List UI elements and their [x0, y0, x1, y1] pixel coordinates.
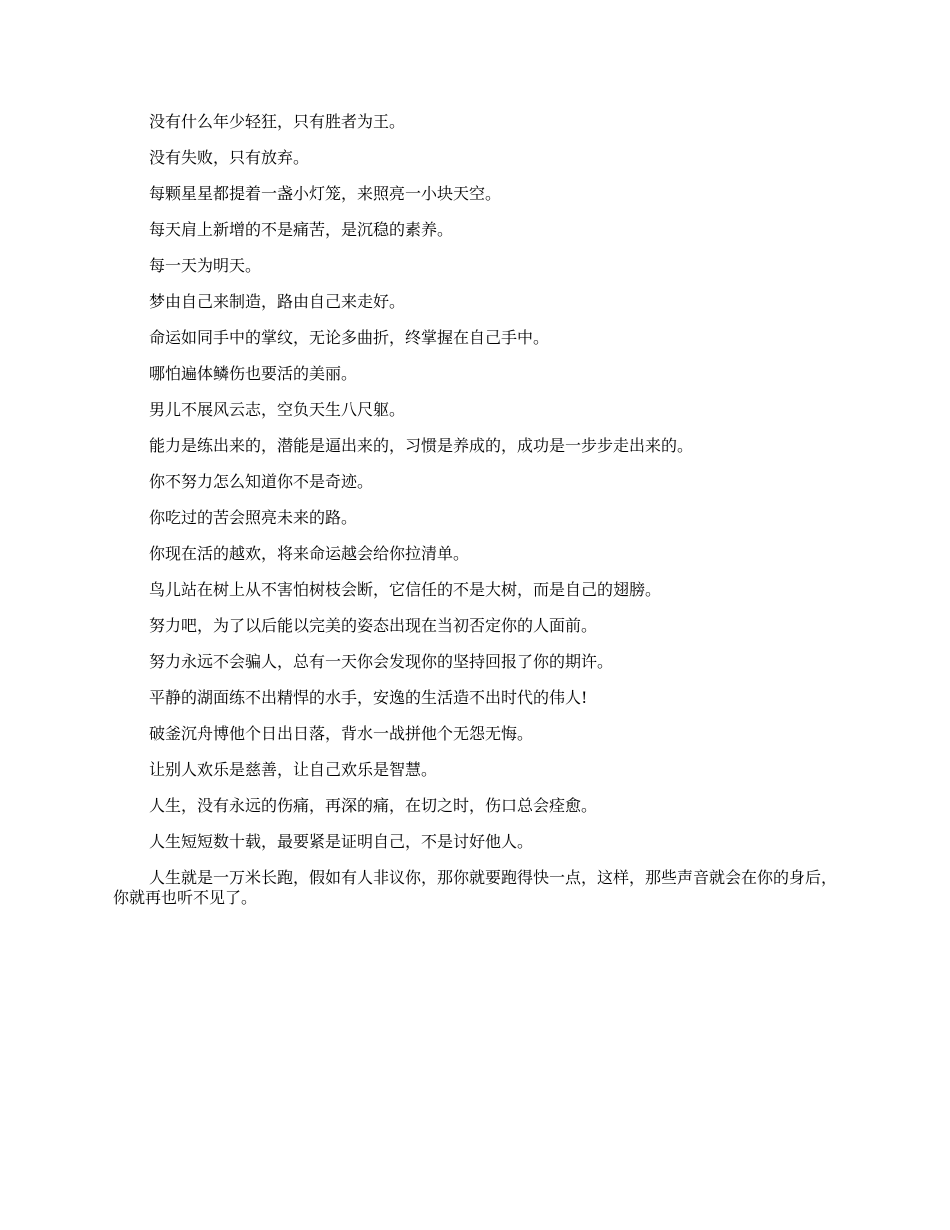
quote-paragraph: 让别人欢乐是慈善，让自己欢乐是智慧。: [149, 760, 438, 779]
quote-paragraph: 男儿不展风云志，空负天生八尺躯。: [149, 400, 406, 419]
quote-paragraph: 命运如同手中的掌纹，无论多曲折，终掌握在自己手中。: [149, 328, 550, 347]
quote-paragraph: 人生短短数十载，最要紧是证明自己，不是讨好他人。: [149, 832, 534, 851]
document-body: [113, 112, 841, 908]
quote-paragraph: 哪怕遍体鳞伤也要活的美丽。: [149, 364, 358, 383]
quote-paragraph: 破釜沉舟博他个日出日落，背水一战拼他个无怨无悔。: [149, 724, 534, 743]
quote-paragraph: 每天肩上新增的不是痛苦，是沉稳的素养。: [149, 220, 454, 239]
quote-paragraph: 努力永远不会骗人，总有一天你会发现你的坚持回报了你的期许。: [149, 652, 614, 671]
quote-paragraph: 你不努力怎么知道你不是奇迹。: [149, 472, 374, 491]
quote-paragraph: 鸟儿站在树上从不害怕树枝会断，它信任的不是大树，而是自己的翅膀。: [149, 580, 662, 599]
quote-paragraph: 平静的湖面练不出精悍的水手，安逸的生活造不出时代的伟人!: [149, 688, 588, 707]
quote-paragraph: 努力吧，为了以后能以完美的姿态出现在当初否定你的人面前。: [149, 616, 598, 635]
quote-paragraph: 能力是练出来的，潜能是逼出来的，习惯是养成的，成功是一步步走出来的。: [149, 436, 694, 455]
quote-paragraph: 你吃过的苦会照亮未来的路。: [149, 508, 358, 527]
quote-paragraph: 没有失败，只有放弃。: [149, 148, 310, 167]
quote-paragraph: 你现在活的越欢，将来命运越会给你拉清单。: [149, 544, 470, 563]
quote-paragraph: 人生就是一万米长跑，假如有人非议你，那你就要跑得快一点，这样，那些声音就会在你的身后，你就再也听不见了。: [113, 868, 838, 907]
quote-paragraph: 人生，没有永远的伤痛，再深的痛，在切之时，伤口总会痊愈。: [149, 796, 598, 815]
quote-paragraph: 没有什么年少轻狂，只有胜者为王。: [149, 112, 406, 131]
quote-paragraph: 每颗星星都提着一盏小灯笼，来照亮一小块天空。: [149, 184, 502, 203]
quote-paragraph: 每一天为明天。: [149, 256, 262, 275]
quote-paragraph: 梦由自己来制造，路由自己来走好。: [149, 292, 406, 311]
